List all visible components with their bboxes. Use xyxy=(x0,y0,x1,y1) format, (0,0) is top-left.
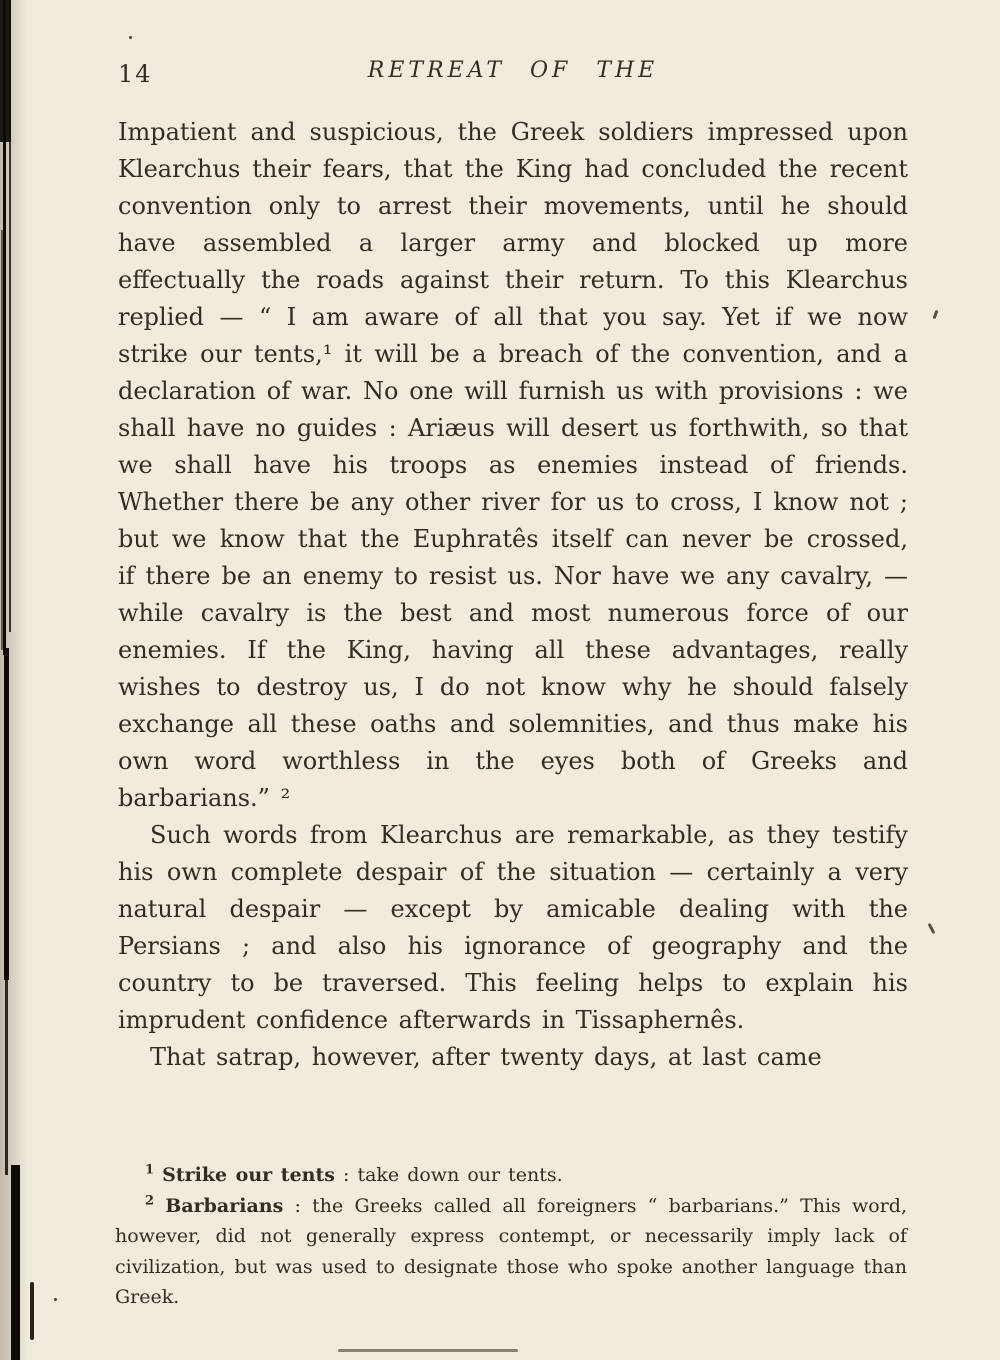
scan-speck xyxy=(933,310,939,319)
paragraph-1: Impatient and suspicious, the Greek soldiers impressed upon Klearchus their fears, that the King had concluded the recent convention only to arrest their movements, until he should have assembled a larger army and blocked up more effectually the roads against their return. To this Klearchus replied — “ I am aware of all that you say. Yet if we now strike our tents,¹ it will be a breach of the convention, and a declaration of war. No one will furnish us with provisions : we shall have no guides : Ariæus will desert us forthwith, so that we shall have his troops as enemies instead of friends. Whether there be any other river for us to cross, I know not ; but we know that the Euphratês itself can never be crossed, if there be an enemy to resist us. Nor have we any cavalry, — while cavalry is the best and most numerous force of our enemies. If the King, having all these advantages, really wishes to destroy us, I do not know why he should falsely exchange all these oaths and solemnities, and thus make his own word worthless in the eyes both of Greeks and barbarians.” ² xyxy=(118,118,908,812)
footnote-1 xyxy=(115,1160,907,1191)
binding-mark xyxy=(30,1282,34,1340)
body-text xyxy=(118,114,908,1076)
footnote-1-text: : take down our tents. xyxy=(343,1164,563,1186)
paragraph-2: Such words from Klearchus are remarkable, as they testify his own complete despair of the situation — certainly a very natural despair — except by amicable dealing with the Persians ; and also his ignorance of geography and the country to be traversed. This feeling helps to explain his imprudent confidence afterwards in Tissaphernês. xyxy=(118,821,908,1034)
paragraph-3: That satrap, however, after twenty days, at last came xyxy=(150,1043,822,1071)
binding-mark xyxy=(1,230,3,650)
page-number: 14 xyxy=(118,60,153,88)
binding-mark xyxy=(4,648,9,980)
footnote-2-text: : the Greeks called all foreigners “ barbarians.” This word, however, did not generally express contempt, or necessarily imply lack of civilization, but was used to designate those who spoke another language than Greek. xyxy=(115,1194,907,1308)
page-header xyxy=(118,58,908,90)
footnote-1-marker: 1 xyxy=(145,1162,155,1178)
binding-mark xyxy=(3,0,6,655)
footnote-2-lead: Barbarians xyxy=(165,1194,284,1217)
scan-speck xyxy=(54,1298,57,1301)
binding-mark xyxy=(9,0,11,632)
binding-mark xyxy=(5,975,8,1175)
footnotes xyxy=(115,1160,907,1313)
running-title: RETREAT OF THE xyxy=(367,58,659,83)
binding-mark xyxy=(11,1165,20,1360)
scan-speck xyxy=(129,36,132,39)
footnote-2 xyxy=(115,1191,907,1313)
footnote-1-lead: Strike our tents xyxy=(162,1164,335,1186)
scan-speck xyxy=(928,923,936,934)
footnote-2-marker: 2 xyxy=(145,1193,155,1209)
scan-smudge xyxy=(338,1349,518,1352)
